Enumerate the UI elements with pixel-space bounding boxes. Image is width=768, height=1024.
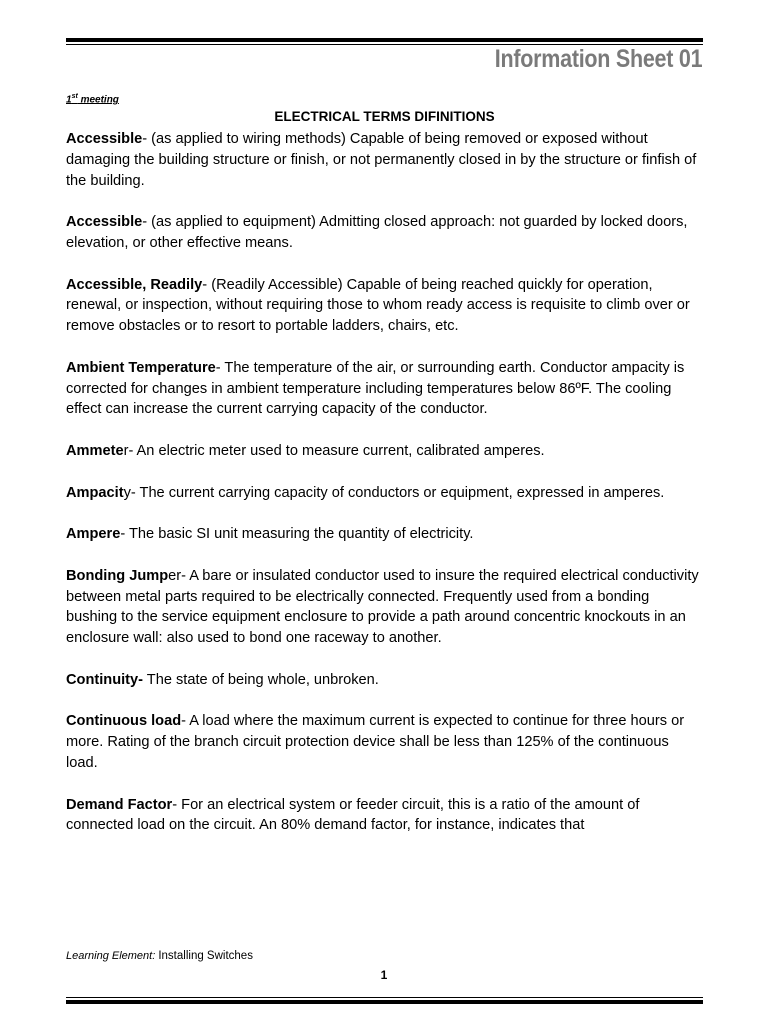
definition-term: Ampere (66, 526, 121, 543)
definition-entry (66, 275, 703, 337)
definition-entry (66, 566, 703, 649)
definition-term: Continuity- (66, 671, 144, 688)
definition-entry (66, 711, 703, 773)
definition-text: - A load where the maximum current is expected to continue for three hours or more. Rating of the branch circuit protection device shall be less than 125% of the continuous load. (66, 713, 685, 771)
definition-text: - The temperature of the air, or surrounding earth. Conductor ampacity is corrected for changes in ambient temperature including temperatures below 86ºF. The cooling effect can increase the current carrying capacity of the conductor. (66, 359, 685, 418)
definition-term: Accessible (66, 214, 143, 231)
definition-entry (66, 358, 703, 420)
definition-entry (66, 212, 703, 254)
definition-text: y- The current carrying capacity of conductors or equipment, expressed in amperes. (123, 484, 665, 501)
definition-term: Accessible (66, 131, 143, 147)
definition-text: er- A bare or insulated conductor used to insure the required electrical conductivity between metal parts required to be electrically connected. Frequently used from a bonding bushing to the service equipment enclosure to provide a path around concentric knockouts in an enclosure wall: also used to bond one raceway to another. (66, 567, 699, 647)
footer-rule-thick (66, 1000, 703, 1004)
definition-entry (66, 670, 703, 691)
definition-text: The state of being whole, unbroken. (143, 671, 379, 688)
meeting-number: 1 (66, 94, 72, 106)
definition-term: Ambient Temperature (66, 359, 216, 376)
definition-entry (66, 441, 703, 462)
meeting-text: meeting (77, 94, 119, 106)
definition-entry (66, 483, 703, 504)
definition-entry (66, 524, 703, 545)
definition-entry (66, 129, 703, 191)
learning-element (66, 950, 253, 962)
definition-text: - (Readily Accessible) Capable of being reached quickly for operation, renewal, or inspection, without requiring those to whom ready access is requisite to climb over or remove obstacles or to resort to portable ladders, chairs, etc. (66, 276, 690, 335)
meeting-suffix: st (71, 93, 78, 100)
header-rule-thick (66, 38, 703, 42)
page-number: 1 (380, 968, 388, 982)
definition-term: Ampacit (66, 484, 124, 501)
definition-term: Continuous load (66, 713, 182, 730)
learning-element-label: Learning Element: (66, 950, 156, 962)
definitions-list (66, 129, 703, 857)
definition-term: Demand Factor (66, 796, 173, 813)
document-title: ELECTRICAL TERMS DIFINITIONS (274, 109, 495, 124)
definition-text: - (as applied to wiring methods) Capable of being removed or exposed without damaging the building structure or finish, or not permanently closed in by the structure or finfish of the building. (66, 131, 697, 189)
footer-rule-thin (66, 997, 703, 998)
definition-text: r- An electric meter used to measure current, calibrated amperes. (123, 442, 545, 459)
definition-text: - For an electrical system or feeder circuit, this is a ratio of the amount of connected load on the circuit. An 80% demand factor, for instance, indicates that (66, 796, 640, 834)
meeting-label (66, 93, 119, 105)
definition-text: - (as applied to equipment) Admitting closed approach: not guarded by locked doors, elevation, or other effective means. (66, 214, 688, 251)
header-title: Information Sheet 01 (494, 45, 702, 73)
definition-entry (66, 795, 703, 837)
definition-text: - The basic SI unit measuring the quantity of electricity. (120, 526, 474, 543)
definition-term: Accessible, Readily (66, 276, 203, 293)
definition-term: Bonding Jump (66, 567, 169, 584)
definition-term: Ammete (66, 442, 124, 459)
learning-element-value: Installing Switches (158, 950, 253, 962)
